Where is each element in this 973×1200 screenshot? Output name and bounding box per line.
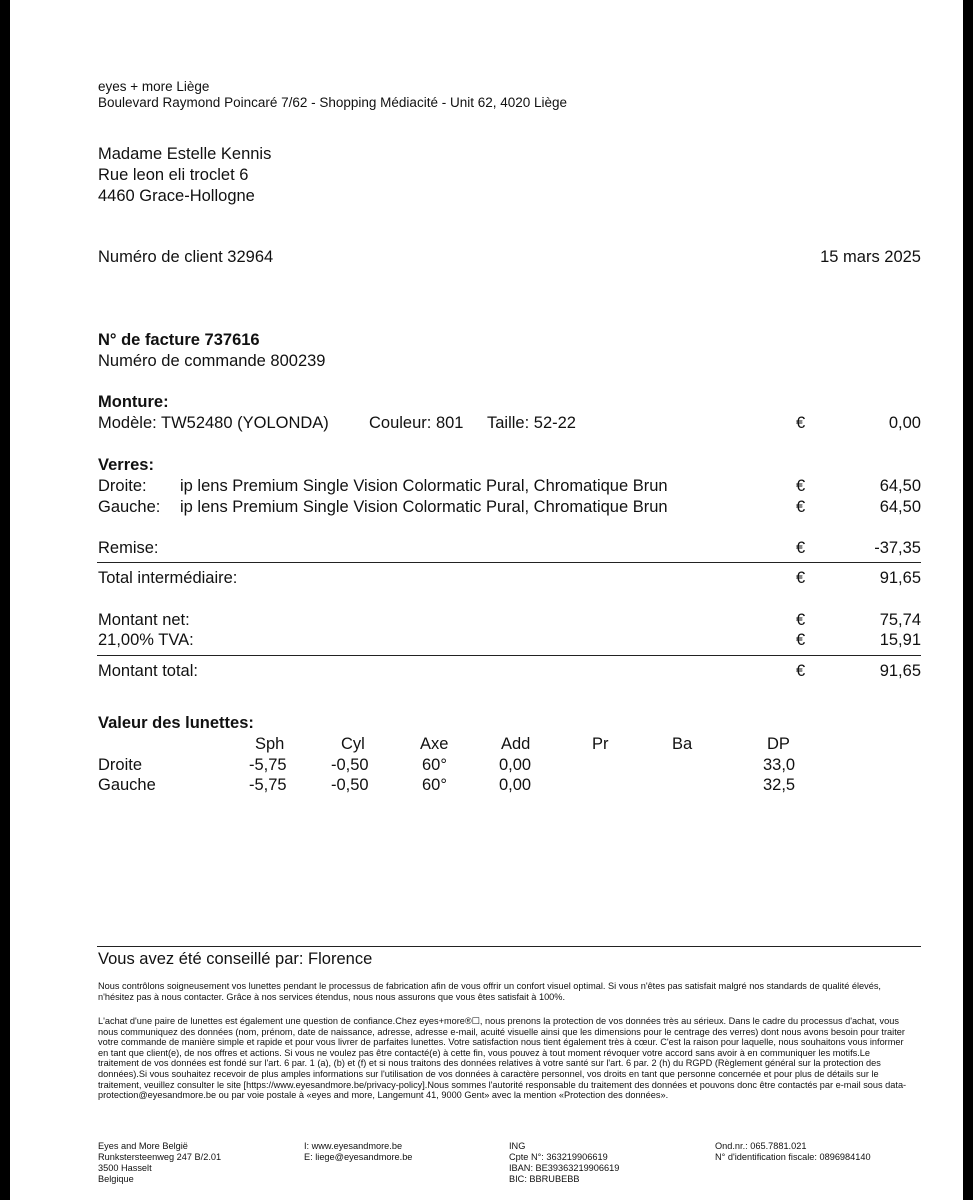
divider — [97, 562, 921, 563]
currency-symbol: € — [796, 414, 806, 432]
currency-symbol: € — [796, 611, 806, 629]
footer-company: Eyes and More België Runkstersteenweg 247 B/2.01 3500 Hasselt Belgique — [98, 1141, 222, 1184]
lens-amount-right: 64,50 — [879, 477, 921, 495]
header-cyl: Cyl — [341, 735, 365, 753]
currency-symbol: € — [796, 539, 806, 557]
currency-symbol: € — [796, 477, 806, 495]
total-label: Montant total: — [98, 662, 198, 680]
frame-size: Taille: 52-22 — [487, 414, 576, 432]
rx-row-label-right: Droite — [98, 756, 143, 774]
vat-label: 21,00% TVA: — [98, 631, 194, 649]
frame-color: Couleur: 801 — [369, 414, 464, 432]
website-link[interactable]: I: www.eyesandmore.be — [304, 1141, 403, 1151]
rx-left-axe: 60° — [422, 776, 447, 794]
rx-left-add: 0,00 — [499, 776, 532, 794]
header-pr: Pr — [592, 735, 609, 753]
lenses-heading: Verres: — [98, 456, 154, 474]
divider — [97, 655, 921, 656]
net-label: Montant net: — [98, 611, 190, 629]
invoice-number: N° de facture 737616 — [98, 331, 260, 349]
currency-symbol: € — [796, 662, 806, 680]
recipient-street: Rue leon eli troclet 6 — [98, 166, 249, 184]
currency-symbol: € — [796, 631, 806, 649]
lens-amount-left: 64,50 — [879, 498, 921, 516]
header-dp: DP — [767, 735, 790, 753]
rx-left-sph: -5,75 — [249, 776, 287, 794]
lens-description-left: ip lens Premium Single Vision Colormatic Pural, Chromatique Brun — [180, 498, 668, 516]
rx-right-dp: 33,0 — [763, 756, 796, 774]
quality-note: Nous contrôlons soigneusement vos lunettes pendant le processus de fabrication afin de vous offrir un confort visuel optimal. Si vous n'êtes pas satisfait malgré nos standards de qualité élevés, n'hésitez pas à nous contacter. Grâce à nos services étendus, nous nous assurons que vous êtes satisfait à 100%. — [98, 981, 881, 1002]
divider — [97, 946, 921, 947]
invoice-date: 15 mars 2025 — [820, 248, 921, 266]
rx-row-label-left: Gauche — [98, 776, 156, 794]
client-number: Numéro de client 32964 — [98, 248, 274, 266]
prescription-heading: Valeur des lunettes: — [98, 714, 254, 732]
rx-left-cyl: -0,50 — [331, 776, 369, 794]
rx-left-dp: 32,5 — [763, 776, 796, 794]
rx-right-axe: 60° — [422, 756, 447, 774]
currency-symbol: € — [796, 569, 806, 587]
frame-heading: Monture: — [98, 393, 169, 411]
right-edge — [963, 0, 973, 1200]
header-axe: Axe — [420, 735, 449, 753]
discount-amount: -37,35 — [874, 539, 921, 557]
order-number: Numéro de commande 800239 — [98, 352, 326, 370]
header-add: Add — [501, 735, 531, 753]
rx-right-cyl: -0,50 — [331, 756, 369, 774]
lens-description-right: ip lens Premium Single Vision Colormatic Pural, Chromatique Brun — [180, 477, 668, 495]
header-sph: Sph — [255, 735, 285, 753]
discount-label: Remise: — [98, 539, 159, 557]
rx-right-add: 0,00 — [499, 756, 532, 774]
lens-side-right: Droite: — [98, 477, 147, 495]
advisor-line: Vous avez été conseillé par: Florence — [98, 950, 373, 968]
header-ba: Ba — [672, 735, 693, 753]
footer-registration: Ond.nr.: 065.7881.021 N° d'identification fiscale: 0896984140 — [715, 1141, 871, 1162]
left-edge — [0, 0, 10, 1200]
rx-right-sph: -5,75 — [249, 756, 287, 774]
footer-bank: ING Cpte N°: 363219906619 IBAN: BE39363219906619 BIC: BBRUBEBB — [509, 1141, 620, 1184]
store-address: Boulevard Raymond Poincaré 7/62 - Shopping Médiacité - Unit 62, 4020 Liège — [98, 95, 568, 110]
recipient-name: Madame Estelle Kennis — [98, 145, 272, 163]
footer-contact — [304, 1141, 412, 1163]
privacy-note: L'achat d'une paire de lunettes est également une question de confiance.Chez eyes+more®☐, nous prenons la protection de vos données très au sérieux. Dans le cadre du processus d'achat, vous nous communiquez des données (nom, prénom, date de naissance, adresse, adresse e-mail, acuité visuelle ainsi que les dimensions pour le centrage des verres) dont nous avons besoin pour traiter votre commande de manière simple et rapide et pour vous livrer de parfaites lunettes. Votre satisfaction nous tient également très à cœur. C'est la raison pour laquelle, nous souhaitons vous informer en tant que client(e), de nos offres et actions. Si vous ne voulez pas être contacté(e) à cette fin, vous pouvez à tout moment révoquer votre accord sans avoir à en communiquer les motifs.Le traitement de vos données est fondé sur l'art. 6 par. 1 (a), (b) et (f) et si nous traitons des données relatives à votre santé sur l'art. 6 par. 2 (h) du RGPD (Règlement général sur la protection des données).Si vous souhaitez recevoir de plus amples informations sur l'utilisation de vos données à caractère personnel, vos droits en tant que personne concernée et pour plus de détails sur le traitement, veuillez consulter le site [https://www.eyesandmore.be/privacy-policy].Nous sommes l'autorité responsable du traitement des données et pouvons donc être contactés par e-mail sous data-protection@eyesandmore.be ou par voie postale à «eyes and more, Langemunt 41, 9000 Gent» avec la mention «Protection des données». — [98, 1016, 907, 1101]
currency-symbol: € — [796, 498, 806, 516]
lens-side-left: Gauche: — [98, 498, 161, 516]
subtotal-amount: 91,65 — [879, 569, 921, 587]
vat-amount: 15,91 — [879, 631, 921, 649]
total-amount: 91,65 — [879, 662, 921, 680]
subtotal-label: Total intermédiaire: — [98, 569, 238, 587]
recipient-city: 4460 Grace-Hollogne — [98, 187, 255, 205]
net-amount: 75,74 — [879, 611, 921, 629]
email-link[interactable]: E: liege@eyesandmore.be — [304, 1152, 413, 1162]
store-name: eyes + more Liège — [98, 79, 210, 94]
frame-model: Modèle: TW52480 (YOLONDA) — [98, 414, 329, 432]
frame-amount: 0,00 — [888, 414, 921, 432]
